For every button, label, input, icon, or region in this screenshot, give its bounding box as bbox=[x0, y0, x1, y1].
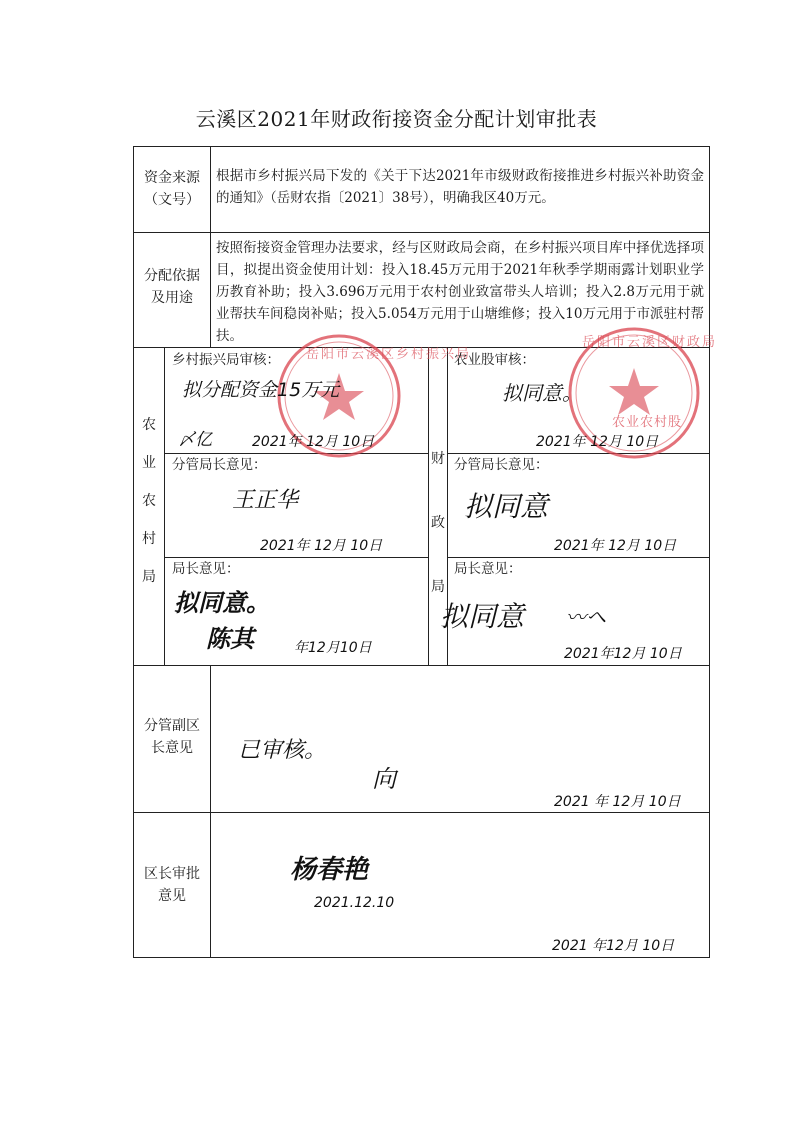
finance-deputy-label: 分管局长意见： bbox=[454, 457, 549, 473]
agri-deputy-signature: 王正华 bbox=[232, 488, 299, 513]
district-head-signature: 杨春艳 bbox=[290, 855, 369, 885]
agri-review-signature-mark: 〆亿 bbox=[178, 430, 212, 450]
vice-district-head-date: 2021 年 12月 10日 bbox=[554, 794, 681, 810]
district-head-handwritten-date: 2021.12.10 bbox=[314, 895, 395, 911]
agri-director-handwriting: 拟同意。 bbox=[174, 589, 270, 617]
row-divider bbox=[134, 232, 709, 233]
allocation-basis-content: 按照衔接资金管理办法要求，经与区财政局会商，在乡村振兴项目库中择优选择项目，拟提出资金使用计划：投入18.45万元用于2021年秋季学期雨露计划职业学历教育补助；投入3.696万元用于农村创业致富带头人培训；投入2.8万元用于就业帮扶车间稳岗补贴；投入5.054万元用于山塘维修；投入10万元用于市派驻村帮扶。 bbox=[216, 240, 704, 344]
vice-district-head-handwriting: 已审核。 bbox=[238, 738, 327, 763]
district-head-label: 区长审批 意见 bbox=[144, 866, 200, 904]
funding-source-label: 资金来源 （文号） bbox=[144, 170, 200, 208]
finance-director-signature-mark: 〰ヘ bbox=[566, 605, 606, 629]
agri-review-date: 2021年 12月 10日 bbox=[252, 434, 375, 450]
finance-bureau-label: 财 政 局 bbox=[431, 451, 445, 595]
agri-director-date: 年12月10日 bbox=[294, 640, 372, 656]
row-divider bbox=[447, 557, 709, 558]
finance-review-date: 2021年 12月 10日 bbox=[536, 434, 659, 450]
approval-form bbox=[133, 146, 718, 958]
row-divider bbox=[164, 557, 428, 558]
agri-deputy-label: 分管局长意见： bbox=[172, 457, 267, 473]
finance-director-date: 2021年12月 10日 bbox=[564, 646, 682, 662]
agri-deputy-date: 2021年 12月 10日 bbox=[260, 538, 383, 554]
agri-seal-text: 岳阳市云溪区乡村振兴局 bbox=[306, 347, 472, 362]
vice-district-head-label: 分管副区 长意见 bbox=[144, 718, 200, 756]
finance-director-label: 局长意见： bbox=[454, 561, 522, 577]
row-divider bbox=[134, 665, 709, 666]
vice-district-head-signature: 向 bbox=[372, 765, 396, 793]
row-divider bbox=[134, 812, 709, 813]
allocation-basis-label: 分配依据 及用途 bbox=[144, 268, 200, 306]
agri-bureau-label: 农 业 农 村 局 bbox=[142, 417, 156, 585]
finance-review-handwriting: 拟同意。 bbox=[502, 381, 582, 405]
agri-director-signature: 陈其 bbox=[206, 625, 254, 653]
finance-deputy-date: 2021年 12月 10日 bbox=[554, 538, 677, 554]
column-divider bbox=[210, 147, 211, 347]
finance-seal-text: 岳阳市云溪区财政局 bbox=[582, 335, 718, 350]
column-divider bbox=[164, 347, 165, 665]
agri-director-label: 局长意见： bbox=[172, 561, 240, 577]
finance-seal-subtext: 农业农村股 bbox=[612, 415, 683, 430]
funding-source-content: 根据市乡村振兴局下发的《关于下达2021年市级财政衔接推进乡村振兴补助资金的通知》（岳财农指〔2021〕38号），明确我区40万元。 bbox=[216, 168, 704, 206]
finance-director-handwriting: 拟同意 bbox=[440, 600, 525, 633]
finance-deputy-handwriting: 拟同意 bbox=[464, 490, 549, 523]
column-divider bbox=[210, 665, 211, 957]
form-title: 云溪区2021年财政衔接资金分配计划审批表 bbox=[195, 107, 598, 131]
agri-review-handwriting: 拟分配资金15万元 bbox=[182, 379, 340, 401]
finance-review-label: 农业股审核： bbox=[454, 352, 535, 368]
district-head-date: 2021 年12月 10日 bbox=[552, 938, 675, 954]
agri-review-label: 乡村振兴局审核： bbox=[172, 352, 280, 368]
